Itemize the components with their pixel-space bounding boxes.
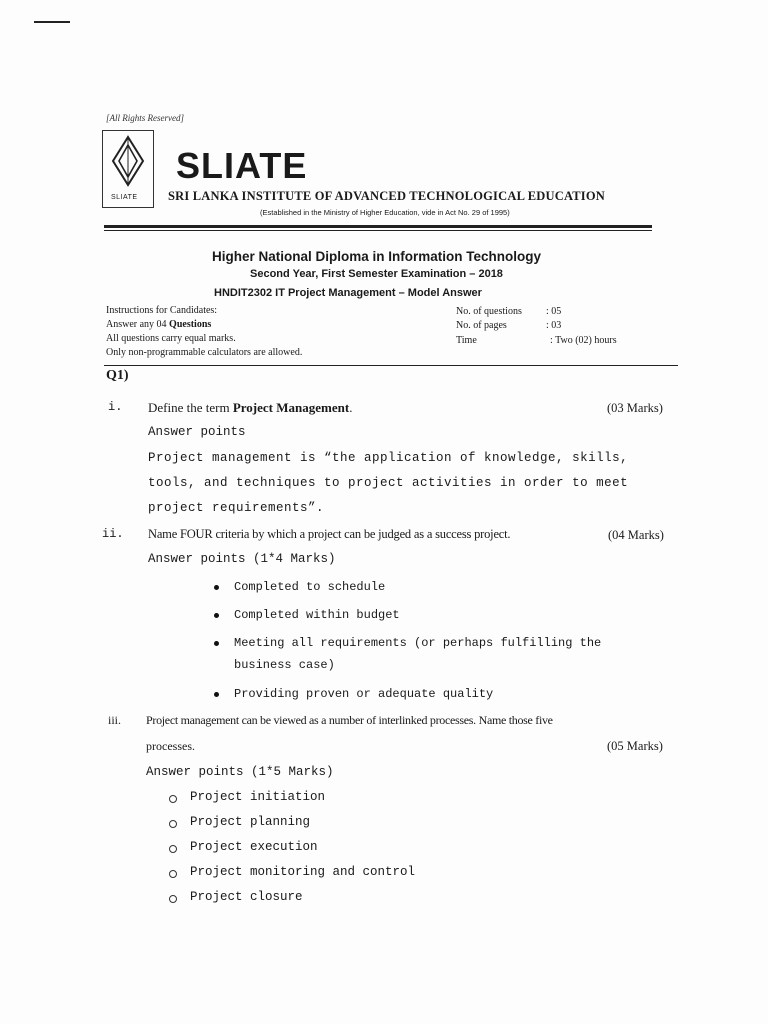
q1-iii-question-cont: processes. bbox=[146, 739, 195, 753]
q1-ii-bullet-3-cont: business case) bbox=[234, 658, 335, 672]
q1-ii-bullet-1: Completed to schedule bbox=[234, 580, 386, 594]
circle-bullet-icon bbox=[169, 845, 177, 853]
pages-value: : 03 bbox=[546, 320, 562, 331]
q1-i-answer-line-1: Project management is “the application of knowledge, skills, bbox=[148, 451, 629, 465]
bullet-dot-icon bbox=[214, 692, 219, 697]
instructions-answer bbox=[106, 319, 211, 330]
q1-iii-item-5: Project closure bbox=[190, 890, 303, 904]
q1-iii-question: Project management can be viewed as a number of interlinked processes. Name those five bbox=[146, 713, 553, 727]
time-label: Time bbox=[456, 335, 477, 346]
q1-iii-item-3: Project execution bbox=[190, 840, 318, 854]
q1-iii-item-1: Project initiation bbox=[190, 790, 326, 804]
logo-wordmark: SLIATE bbox=[176, 145, 308, 186]
bullet-dot-icon bbox=[214, 613, 219, 618]
sliate-logo bbox=[102, 130, 154, 208]
instructions-answer-bold: Questions bbox=[169, 319, 212, 330]
q1-iii-item-4: Project monitoring and control bbox=[190, 865, 416, 879]
section-rule bbox=[104, 365, 678, 366]
institute-name: SRI LANKA INSTITUTE OF ADVANCED TECHNOLOGICAL EDUCATION bbox=[168, 189, 606, 203]
q1-iii-number: iii. bbox=[108, 713, 122, 727]
instructions-calculators: Only non-programmable calculators are allowed. bbox=[106, 347, 303, 358]
module-title: HNDIT2302 IT Project Management – Model Answer bbox=[214, 287, 482, 299]
q1-label: Q1) bbox=[106, 368, 129, 383]
q1-ii-answer-heading: Answer points (1*4 Marks) bbox=[148, 552, 336, 566]
exam-title: Second Year, First Semester Examination – 2018 bbox=[250, 268, 503, 280]
q1-i-bold: Project Management bbox=[232, 400, 350, 415]
rights-reserved: [All Rights Reserved] bbox=[106, 113, 184, 123]
circle-bullet-icon bbox=[169, 895, 177, 903]
q1-ii-number: ii. bbox=[102, 527, 124, 541]
header-rule-thin bbox=[104, 230, 652, 231]
q1-i-answer-heading: Answer points bbox=[148, 425, 246, 439]
instructions-answer-prefix: Answer any 04 bbox=[106, 319, 170, 330]
q1-ii-bullet-4: Providing proven or adequate quality bbox=[234, 687, 494, 701]
q1-iii-item-2: Project planning bbox=[190, 815, 311, 829]
q1-i-answer-line-2: tools, and techniques to project activities in order to meet bbox=[148, 476, 629, 490]
circle-bullet-icon bbox=[169, 820, 177, 828]
q1-i-answer-line-3: project requirements”. bbox=[148, 501, 325, 515]
logo-caption: SLIATE bbox=[111, 194, 138, 201]
bullet-dot-icon bbox=[214, 585, 219, 590]
q1-i-suffix: . bbox=[349, 400, 353, 415]
programme-title: Higher National Diploma in Information Technology bbox=[212, 249, 542, 264]
bullet-dot-icon bbox=[214, 641, 219, 646]
header-rule-thick bbox=[104, 225, 652, 228]
q1-i-prefix: Define the term bbox=[148, 400, 233, 415]
q1-ii-bullet-2: Completed within budget bbox=[234, 608, 400, 622]
diamond-logo-icon bbox=[103, 133, 153, 193]
questions-label: No. of questions bbox=[456, 306, 522, 317]
established-note: (Established in the Ministry of Higher Education, vide in Act No. 29 of 1995) bbox=[260, 208, 510, 217]
q1-iii-marks: (05 Marks) bbox=[607, 739, 663, 753]
q1-ii-marks: (04 Marks) bbox=[608, 528, 664, 542]
q1-i-question bbox=[148, 400, 352, 416]
circle-bullet-icon bbox=[169, 795, 177, 803]
instructions-equal: All questions carry equal marks. bbox=[106, 333, 236, 344]
questions-value: : 05 bbox=[546, 306, 562, 317]
pages-label: No. of pages bbox=[456, 320, 507, 331]
q1-ii-question: Name FOUR criteria by which a project can be judged as a success project. bbox=[148, 527, 511, 541]
circle-bullet-icon bbox=[169, 870, 177, 878]
time-value: : Two (02) hours bbox=[550, 335, 617, 346]
q1-i-marks: (03 Marks) bbox=[607, 401, 663, 415]
q1-i-number: i. bbox=[108, 400, 123, 414]
scan-mark bbox=[34, 21, 70, 23]
instructions-heading: Instructions for Candidates: bbox=[106, 305, 218, 316]
q1-ii-bullet-3: Meeting all requirements (or perhaps fulfilling the bbox=[234, 636, 602, 650]
q1-iii-answer-heading: Answer points (1*5 Marks) bbox=[146, 765, 334, 779]
